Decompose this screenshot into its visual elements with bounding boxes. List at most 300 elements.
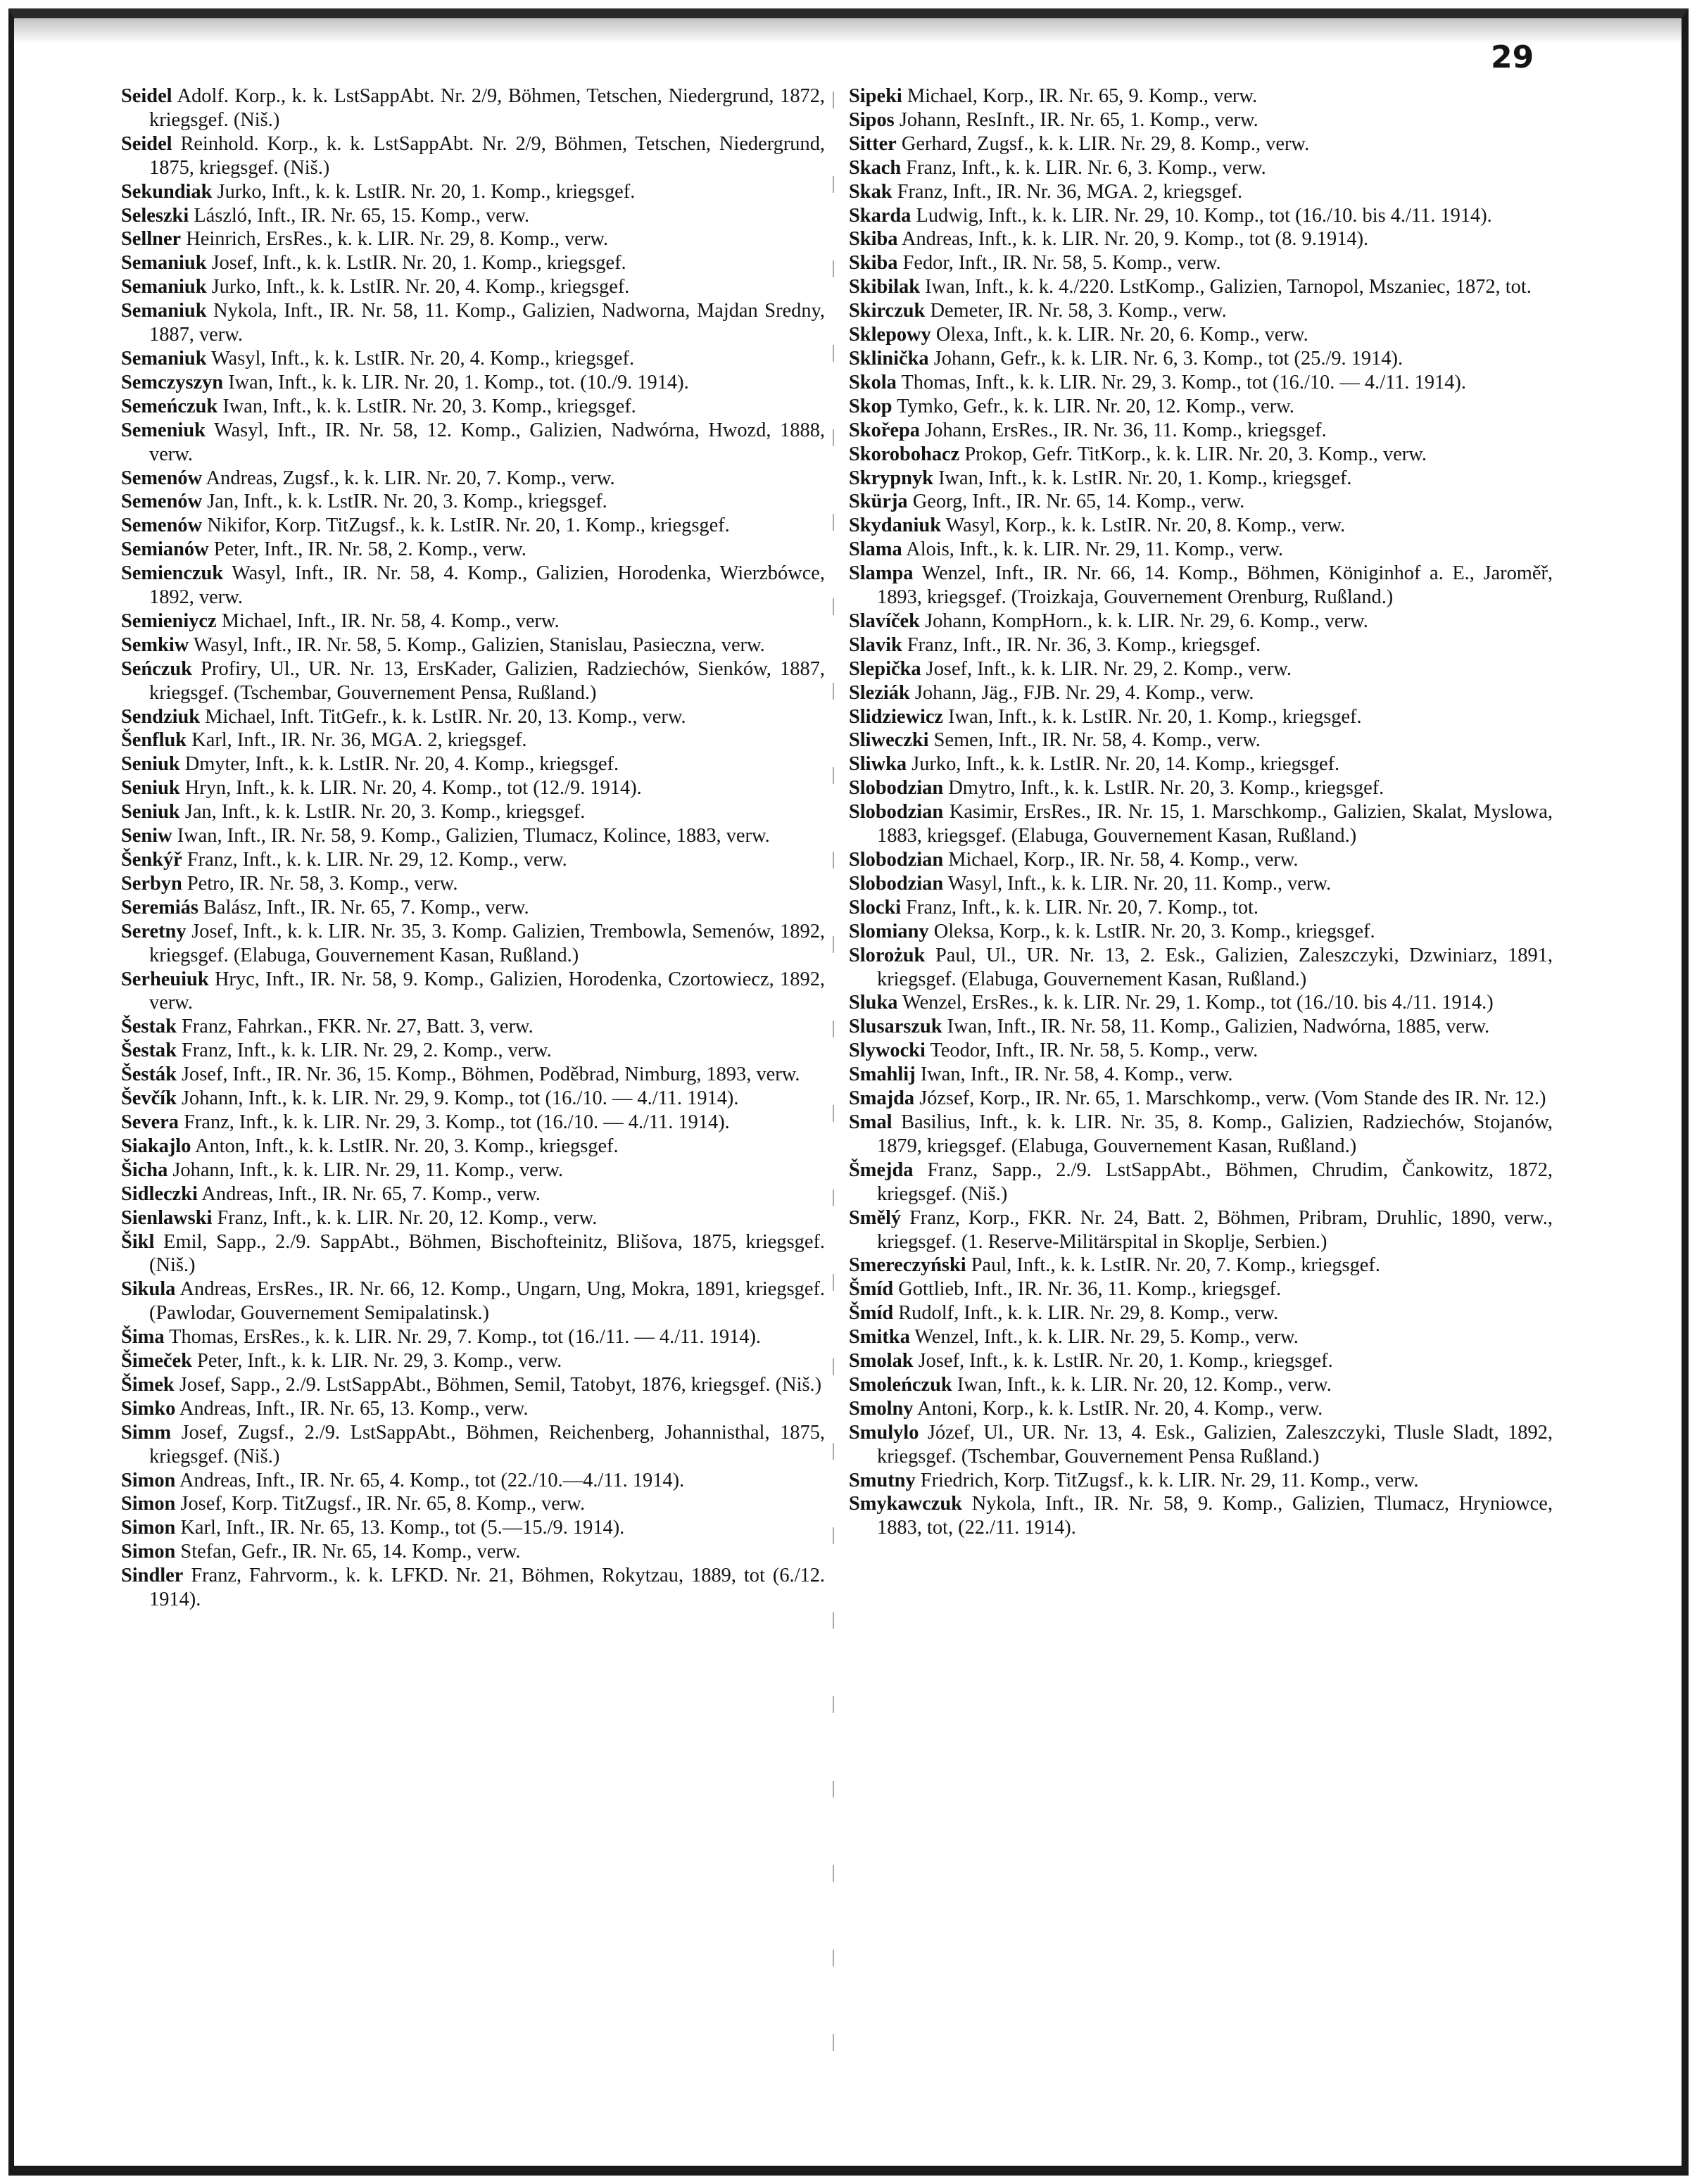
entry [121,395,825,419]
entry-surname: Sklinička [849,347,929,370]
entry [121,1135,825,1159]
entry-details: Anton, Inft., k. k. LstIR. Nr. 20, 3. Komp., kriegsgef. [194,1135,619,1157]
entry-surname: Seniuk [121,753,180,776]
entry-surname: Sellner [121,228,182,251]
entry [121,848,825,872]
entry [849,538,1553,562]
entry [849,562,1553,610]
entry-surname: Šimeček [121,1350,192,1372]
entry [121,275,825,299]
entry [849,299,1553,323]
entry [849,1159,1553,1206]
entry [849,1039,1553,1063]
entry [849,132,1553,156]
entry-details: Michael, Korp., IR. Nr. 65, 9. Komp., verw. [907,85,1258,107]
entry [121,347,825,371]
entry-details: Georg, Inft., IR. Nr. 65, 14. Komp., verw. [912,491,1245,513]
entry-details: László, Inft., IR. Nr. 65, 15. Komp., verw. [194,204,530,227]
entry-details: Andreas, Inft., IR. Nr. 65, 7. Komp., verw. [201,1182,541,1205]
entry-details: Johann, KompHorn., k. k. LIR. Nr. 29, 6. Komp., verw. [925,610,1368,632]
entry-details: Josef, Zugsf., 2./9. LstSappAbt., Böhmen, Reichenberg, Johannisthal, 1875, kriegsgef. (Niš.) [149,1421,825,1467]
entry-surname: Slobodzian [849,801,944,823]
entry-details: Wasyl, Inft., IR. Nr. 58, 5. Komp., Galizien, Stanislau, Pasieczna, verw. [193,633,765,656]
entry [849,896,1553,920]
entry-surname: Smělý [849,1206,902,1229]
entry-surname: Seidel [121,132,172,155]
entry-surname: Semaniuk [121,252,207,274]
entry-details: Iwan, Inft., IR. Nr. 58, 11. Komp., Galizien, Nadwórna, 1885, verw. [947,1016,1490,1038]
entry [849,944,1553,992]
entry-surname: Skorobohacz [849,443,960,465]
entry [121,920,825,968]
entry-details: Iwan, Inft., k. k. LIR. Nr. 20, 1. Komp., tot. (10./9. 1914). [228,371,689,393]
entry-surname: Šmíd [849,1302,894,1325]
entry [121,1325,825,1349]
entry-surname: Smulylo [849,1421,919,1444]
entry-details: Josef, Inft., k. k. LIR. Nr. 29, 2. Komp., verw. [926,657,1292,680]
entry-details: Jurko, Inft., k. k. LstIR. Nr. 20, 14. Komp., kriegsgef. [911,753,1340,776]
right-column [849,84,1553,2168]
entry-surname: Skiba [849,228,898,251]
entry [121,1349,825,1373]
entry-surname: Seidel [121,85,172,107]
entry-surname: Seremiás [121,896,198,919]
entry-details: Iwan, Inft., k. k. LIR. Nr. 20, 12. Komp., verw. [957,1373,1332,1396]
entry [121,1230,825,1278]
entry-surname: Slobodzian [849,777,944,800]
entry [121,132,825,180]
entry-surname: Skořepa [849,419,920,441]
entry-details: Josef, Inft., k. k. LIR. Nr. 35, 3. Komp. Galizien, Trembowla, Semenów, 1892, kriegsgef. (Elabuga, Gouvernement Kasan, Rußland.) [149,920,825,966]
entry [121,896,825,920]
entry [849,347,1553,371]
entry-surname: Smahlij [849,1063,916,1086]
entry [849,657,1553,681]
entry-details: Franz, Korp., FKR. Nr. 24, Batt. 2, Böhmen, Pribram, Druhlic, 1890, verw., kriegsgef. (1. Reserve-Militärspital in Skoplje, Serbien.) [877,1206,1553,1253]
entry [849,514,1553,538]
scan-shadow [14,18,1682,44]
entry-details: Iwan, Inft., IR. Nr. 58, 4. Komp., verw. [920,1063,1233,1086]
entry-surname: Sekundiak [121,180,213,203]
entry-surname: Smolak [849,1350,914,1372]
entry [121,84,825,132]
entry [849,275,1553,299]
entry-surname: Smal [849,1111,892,1133]
entry [121,227,825,251]
entry-surname: Smajda [849,1087,915,1110]
entry-surname: Skirczuk [849,300,926,322]
entry-details: Andreas, ErsRes., IR. Nr. 66, 12. Komp., Ungarn, Ung, Mokra, 1891, kriegsgef. (Pawlodar, Gouvernement Semipalatinsk.) [149,1278,825,1325]
entry-surname: Skop [849,395,892,417]
entry [121,180,825,204]
entry [849,1087,1553,1111]
entry-details: Dmytro, Inft., k. k. LstIR. Nr. 20, 3. Komp., kriegsgef. [948,777,1384,800]
entry-surname: Šesták [121,1063,177,1086]
entry-details: Franz, Fahrkan., FKR. Nr. 27, Batt. 3, verw. [182,1016,534,1038]
entry-surname: Sluka [849,992,898,1014]
entry-details: Wasyl, Korp., k. k. LstIR. Nr. 20, 8. Komp., verw. [945,515,1346,537]
entry-surname: Smitka [849,1326,910,1349]
entry-details: Franz, Inft., k. k. LIR. Nr. 29, 3. Komp., tot (16./10. — 4./11. 1914). [184,1111,730,1133]
entry [121,299,825,347]
entry-surname: Siakajlo [121,1135,191,1157]
entry-surname: Šenkýř [121,849,182,871]
entry [121,1421,825,1469]
entry-details: Wasyl, Inft., k. k. LIR. Nr. 20, 11. Komp., verw. [947,872,1332,895]
entry-details: Hryc, Inft., IR. Nr. 58, 9. Komp., Galizien, Horodenka, Czortowiecz, 1892, verw. [149,968,825,1014]
entry-surname: Slidziewicz [849,705,944,728]
entry-surname: Semeniuk [121,419,206,441]
entry-details: Jan, Inft., k. k. LstIR. Nr. 20, 3. Komp., kriegsgef. [184,801,586,823]
entry-details: Karl, Inft., IR. Nr. 36, MGA. 2, kriegsgef. [191,729,527,752]
entry-surname: Skrypnyk [849,467,933,489]
entry-details: Iwan, Inft., k. k. 4./220. LstKomp., Galizien, Tarnopol, Mszaniec, 1872, tot. [925,276,1532,298]
entry [849,920,1553,944]
entry-details: Antoni, Korp., k. k. LstIR. Nr. 20, 4. Komp., verw. [917,1397,1323,1420]
entry [121,1039,825,1063]
entry-surname: Skola [849,371,897,393]
entry-surname: Šima [121,1326,165,1349]
entry [849,776,1553,800]
entry-details: Karl, Inft., IR. Nr. 65, 13. Komp., tot (5.—15./9. 1914). [180,1517,625,1539]
entry [121,824,825,848]
entry-details: Franz, Inft., k. k. LIR. Nr. 29, 2. Komp., verw. [182,1040,552,1062]
entry-details: Franz, Fahrvorm., k. k. LFKD. Nr. 21, Böhmen, Rokytzau, 1889, tot (6./12. 1914). [149,1565,825,1611]
entry-details: Michael, Inft. TitGefr., k. k. LstIR. Nr. 20, 13. Komp., verw. [205,705,686,728]
entry [121,1492,825,1516]
entry [121,490,825,514]
entry [849,610,1553,633]
entry-surname: Smolny [849,1397,914,1420]
entry [121,1182,825,1206]
entry-details: Dmyter, Inft., k. k. LstIR. Nr. 20, 4. Komp., kriegsgef. [184,753,619,776]
entry [849,633,1553,657]
entry [121,371,825,395]
entry-surname: Semaniuk [121,300,207,322]
entry [849,752,1553,776]
entry-details: Józef, Ul., UR. Nr. 13, 4. Esk., Galizien, Zaleszczyki, Tlusle Sladt, 1892, kriegsgef. (Tschembar, Gouvernement Pensa Rußland.) [877,1421,1553,1467]
entry-details: Iwan, Inft., k. k. LstIR. Nr. 20, 1. Komp., kriegsgef. [938,467,1352,489]
entry [849,1397,1553,1421]
entry-surname: Serbyn [121,872,182,895]
entry [849,1325,1553,1349]
entry [849,1301,1553,1325]
entry-details: Teodor, Inft., IR. Nr. 58, 5. Komp., verw. [930,1040,1258,1062]
entry-details: József, Korp., IR. Nr. 65, 1. Marschkomp., verw. (Vom Stande des IR. Nr. 12.) [919,1087,1546,1110]
entry-surname: Seniuk [121,801,180,823]
entry-surname: Slorożuk [849,944,926,966]
entry-details: Franz, Inft., k. k. LIR. Nr. 6, 3. Komp., verw. [906,156,1266,179]
entry-details: Iwan, Inft., IR. Nr. 58, 9. Komp., Galizien, Tlumacz, Kolince, 1883, verw. [177,825,770,847]
entry [849,1421,1553,1469]
entry-surname: Slomiany [849,920,929,942]
entry [121,1015,825,1039]
entry [849,467,1553,491]
entry-details: Johann, Gefr., k. k. LIR. Nr. 6, 3. Komp., tot (25./9. 1914). [933,347,1403,370]
entry-surname: Šmíd [849,1278,894,1301]
entry-surname: Slobodzian [849,849,944,871]
entry-surname: Slocki [849,896,902,919]
entry-surname: Simon [121,1469,176,1491]
entry-details: Rudolf, Inft., k. k. LIR. Nr. 29, 8. Komp., verw. [898,1302,1279,1325]
entry-details: Paul, Inft., k. k. LstIR. Nr. 20, 7. Komp., kriegsgef. [971,1254,1380,1277]
entry [849,1254,1553,1277]
entry-surname: Skydaniuk [849,515,942,537]
page-number: 29 [1491,39,1534,75]
entry-details: Wasyl, Inft., IR. Nr. 58, 4. Komp., Galizien, Horodenka, Wierzbówce, 1892, verw. [149,562,825,609]
entry-surname: Šikl [121,1230,155,1253]
entry-surname: Seniuk [121,777,180,800]
entry-surname: Semienczuk [121,562,224,585]
entry-details: Iwan, Inft., k. k. LstIR. Nr. 20, 3. Komp., kriegsgef. [222,395,636,417]
entry [849,443,1553,467]
entry [121,419,825,467]
entry [849,848,1553,872]
entry [121,1540,825,1564]
entry-surname: Skach [849,156,902,179]
entry-surname: Smutny [849,1469,916,1491]
entry-surname: Sipeki [849,85,902,107]
entry-details: Prokop, Gefr. TitKorp., k. k. LIR. Nr. 20, 3. Komp., verw. [964,443,1427,465]
entry [121,514,825,538]
entry-details: Heinrich, ErsRes., k. k. LIR. Nr. 29, 8. Komp., verw. [186,228,609,251]
entry [849,1206,1553,1254]
entry-details: Tymko, Gefr., k. k. LIR. Nr. 20, 12. Komp., verw. [897,395,1294,417]
entry-surname: Slavíček [849,610,920,632]
entry-surname: Slobodzian [849,872,944,895]
entry-details: Peter, Inft., IR. Nr. 58, 2. Komp., verw. [213,538,526,561]
entry-surname: Sliwka [849,753,907,776]
entry [121,251,825,275]
entry-surname: Slavik [849,633,902,656]
entry-surname: Seretny [121,920,187,942]
entry-surname: Sidleczki [121,1182,198,1205]
entry-details: Ludwig, Inft., k. k. LIR. Nr. 29, 10. Komp., tot (16./10. bis 4./11. 1914). [916,204,1492,227]
entry-surname: Semenów [121,467,203,489]
entry-details: Balász, Inft., IR. Nr. 65, 7. Komp., verw. [203,896,529,919]
entry [121,968,825,1016]
entry [849,1277,1553,1301]
column-divider [833,91,834,2104]
entry [849,1373,1553,1397]
entry-details: Franz, Inft., k. k. LIR. Nr. 29, 12. Komp., verw. [187,849,567,871]
entry-details: Wasyl, Inft., IR. Nr. 58, 12. Komp., Galizien, Nadwórna, Hwozd, 1888, verw. [149,419,825,465]
entry [849,1015,1553,1039]
entry-details: Basilius, Inft., k. k. LIR. Nr. 35, 8. Komp., Galizien, Radziechów, Stojanów, 1879, kriegsgef. (Elabuga, Gouvernement Kasan, Rußland.) [877,1111,1553,1157]
entry-details: Wasyl, Inft., k. k. LstIR. Nr. 20, 4. Komp., kriegsgef. [211,347,635,370]
entry-surname: Skibilak [849,276,921,298]
entry [849,180,1553,204]
entry-details: Johann, Inft., k. k. LIR. Nr. 29, 9. Komp., tot (16./10. — 4./11. 1914). [181,1087,739,1110]
entry-details: Reinhold. Korp., k. k. LstSappAbt. Nr. 2/9, Böhmen, Tetschen, Niedergrund, 1875, kriegsgef. (Niš.) [149,132,825,179]
entry [849,1469,1553,1493]
entry [121,800,825,824]
entry [121,776,825,800]
entry-surname: Semaniuk [121,347,207,370]
entry-details: Josef, Inft., k. k. LstIR. Nr. 20, 1. Komp., kriegsgef. [918,1350,1333,1372]
entry [121,633,825,657]
entry-surname: Semianów [121,538,209,561]
entry-details: Josef, Inft., k. k. LstIR. Nr. 20, 1. Komp., kriegsgef. [211,252,626,274]
entry-surname: Skiba [849,252,898,274]
entry-details: Nykola, Inft., IR. Nr. 58, 9. Komp., Galizien, Tlumacz, Hryniowce, 1883, tot, (22./11. 1914). [877,1493,1553,1539]
entry-details: Wenzel, ErsRes., k. k. LIR. Nr. 29, 1. Komp., tot (16./10. bis 4./11. 1914.) [902,992,1494,1014]
entry-details: Kasimir, ErsRes., IR. Nr. 15, 1. Marschkomp., Galizien, Skalat, Myslowa, 1883, kriegsgef. (Elabuga, Gouvernement Kasan, Rußland.) [877,801,1553,847]
entry-details: Profiry, Ul., UR. Nr. 13, ErsKader, Galizien, Radziechów, Sienków, 1887, kriegsgef. (Tschembar, Gouvernement Pensa, Rußland.) [149,657,825,704]
entry-details: Nikifor, Korp. TitZugsf., k. k. LstIR. Nr. 20, 1. Komp., kriegsgef. [207,515,730,537]
entry-surname: Sendziuk [121,705,201,728]
entry-surname: Semaniuk [121,276,207,298]
entry-details: Semen, Inft., IR. Nr. 58, 4. Komp., verw. [933,729,1261,752]
entry-details: Oleksa, Korp., k. k. LstIR. Nr. 20, 3. Komp., kriegsgef. [933,920,1375,942]
entry [121,752,825,776]
entry-details: Andreas, Inft., IR. Nr. 65, 4. Komp., tot (22./10.—4./11. 1914). [179,1469,685,1491]
entry-surname: Serheuiuk [121,968,209,990]
entry-surname: Šestak [121,1016,177,1038]
entry [849,108,1553,132]
entry-surname: Skak [849,180,892,203]
entry-surname: Simko [121,1397,176,1420]
entry-surname: Semenów [121,515,203,537]
entry-surname: Sipos [849,108,895,131]
entry [121,1063,825,1087]
entry-details: Jan, Inft., k. k. LstIR. Nr. 20, 3. Komp., kriegsgef. [207,491,607,513]
entry-details: Wenzel, Inft., k. k. LIR. Nr. 29, 5. Komp., verw. [914,1326,1299,1349]
entry-surname: Skarda [849,204,911,227]
entry-details: Alois, Inft., k. k. LIR. Nr. 29, 11. Komp., verw. [906,538,1283,561]
entry-surname: Šicha [121,1159,168,1181]
entry-details: Franz, Inft., k. k. LIR. Nr. 20, 12. Komp., verw. [217,1206,598,1229]
entry-surname: Smykawczuk [849,1493,962,1515]
entry [121,1469,825,1493]
entry-surname: Semkiw [121,633,189,656]
entry [849,419,1553,443]
entry [849,156,1553,180]
entry-surname: Semieniycz [121,610,217,632]
entry-details: Hryn, Inft., k. k. LIR. Nr. 20, 4. Komp., tot (12./9. 1914). [184,777,642,800]
entry-details: Michael, Inft., IR. Nr. 58, 4. Komp., verw. [221,610,560,632]
entry [121,657,825,705]
entry-surname: Sitter [849,132,897,155]
entry-details: Johann, ResInft., IR. Nr. 65, 1. Komp., verw. [899,108,1258,131]
entry-details: Andreas, Zugsf., k. k. LIR. Nr. 20, 7. Komp., verw. [206,467,615,489]
entry-details: Franz, Sapp., 2./9. LstSappAbt., Böhmen, Chrudim, Čankowitz, 1872, kriegsgef. (Niš.) [877,1159,1553,1205]
entry-surname: Slama [849,538,902,561]
entry-details: Peter, Inft., k. k. LIR. Nr. 29, 3. Komp., verw. [197,1350,562,1372]
entry [849,1492,1553,1540]
entry-details: Andreas, Inft., IR. Nr. 65, 13. Komp., verw. [179,1397,529,1420]
entry [849,1349,1553,1373]
entry-details: Johann, Inft., k. k. LIR. Nr. 29, 11. Komp., verw. [172,1159,563,1181]
entry [121,1373,825,1397]
entry-surname: Slepička [849,657,921,680]
entry [121,1277,825,1325]
entry [849,800,1553,848]
entry-details: Olexa, Inft., k. k. LIR. Nr. 20, 6. Komp., verw. [935,324,1308,346]
entry-surname: Sleziák [849,681,910,704]
entry-surname: Smereczyński [849,1254,966,1277]
entry-details: Friedrich, Korp. TitZugsf., k. k. LIR. Nr. 29, 11. Komp., verw. [920,1469,1419,1491]
entry [121,1087,825,1111]
entry-details: Franz, Inft., IR. Nr. 36, MGA. 2, kriegsgef. [897,180,1243,203]
entry [849,681,1553,705]
entry-surname: Simon [121,1517,176,1539]
entry-surname: Semczyszyn [121,371,224,393]
entry [121,872,825,896]
entry-surname: Šimek [121,1373,175,1396]
entry-surname: Ševčík [121,1087,177,1110]
entry-details: Fedor, Inft., IR. Nr. 58, 5. Komp., verw. [902,252,1221,274]
entry-details: Thomas, ErsRes., k. k. LIR. Nr. 29, 7. Komp., tot (16./11. — 4./11. 1914). [169,1326,762,1349]
entry-details: Emil, Sapp., 2./9. SappAbt., Böhmen, Bischofteinitz, Blišova, 1875, kriegsgef. (Niš.) [149,1230,825,1277]
entry [849,1063,1553,1087]
entry [121,1206,825,1230]
entry-details: Demeter, IR. Nr. 58, 3. Komp., verw. [930,300,1227,322]
entry-surname: Slusarszuk [849,1016,942,1038]
entry [849,227,1553,251]
entry-surname: Skürja [849,491,908,513]
entry-details: Franz, Inft., IR. Nr. 36, 3. Komp., kriegsgef. [907,633,1261,656]
entry-details: Gottlieb, Inft., IR. Nr. 36, 11. Komp., kriegsgef. [898,1278,1282,1301]
entry [121,1516,825,1540]
entry [849,204,1553,228]
entry [849,323,1553,347]
entry [849,251,1553,275]
entry-surname: Semenów [121,491,203,513]
entry [121,467,825,491]
entry [849,872,1553,896]
entry-details: Iwan, Inft., k. k. LstIR. Nr. 20, 1. Komp., kriegsgef. [948,705,1362,728]
entry-details: Thomas, Inft., k. k. LIR. Nr. 29, 3. Komp., tot (16./10. — 4./11. 1914). [901,371,1466,393]
entry-details: Josef, Korp. TitZugsf., IR. Nr. 65, 8. Komp., verw. [180,1493,586,1515]
entry-surname: Sklepowy [849,324,931,346]
entry-details: Paul, Ul., UR. Nr. 13, 2. Esk., Galizien, Zaleszczyki, Dzwiniarz, 1891, kriegsgef. (Elabuga, Gouvernement Kasan, Rußland.) [877,944,1553,990]
entry [849,395,1553,419]
entry-surname: Simm [121,1421,171,1444]
entry-details: Wenzel, Inft., IR. Nr. 66, 14. Komp., Böhmen, Königinhof a. E., Jaroměř, 1893, kriegsgef. (Troizkaja, Gouvernement Orenburg, Rußland.) [877,562,1553,609]
entry-details: Josef, Inft., IR. Nr. 36, 15. Komp., Böhmen, Poděbrad, Nimburg, 1893, verw. [182,1063,800,1086]
entry-details: Gerhard, Zugsf., k. k. LIR. Nr. 29, 8. Komp., verw. [901,132,1310,155]
entry-details: Andreas, Inft., k. k. LIR. Nr. 20, 9. Komp., tot (8. 9.1914). [901,228,1369,251]
entry-surname: Seleszki [121,204,189,227]
entry-details: Jurko, Inft., k. k. LstIR. Nr. 20, 1. Komp., kriegsgef. [217,180,636,203]
entry-surname: Šmejda [849,1159,914,1181]
entry [121,562,825,610]
entry [121,204,825,228]
entry [849,371,1553,395]
entry-surname: Seńczuk [121,657,192,680]
entry-surname: Severa [121,1111,179,1133]
entry-details: Michael, Korp., IR. Nr. 58, 4. Komp., verw. [948,849,1299,871]
entry-surname: Semeńczuk [121,395,218,417]
entry-surname: Sienlawski [121,1206,213,1229]
entry [121,1397,825,1421]
left-column [121,84,825,2168]
entry-surname: Šestak [121,1040,177,1062]
entry-surname: Seniw [121,825,172,847]
entry [849,1111,1553,1159]
entry-surname: Simon [121,1541,176,1563]
entry [121,705,825,729]
entry [849,84,1553,108]
entry-details: Johann, ErsRes., IR. Nr. 36, 11. Komp., kriegsgef. [925,419,1327,441]
entry [849,728,1553,752]
entry-details: Nykola, Inft., IR. Nr. 58, 11. Komp., Galizien, Nadworna, Majdan Sredny, 1887, verw. [149,300,825,346]
entry [121,728,825,752]
entry [121,1564,825,1612]
entry [121,610,825,633]
entry-details: Josef, Sapp., 2./9. LstSappAbt., Böhmen, Semil, Tatobyt, 1876, kriegsgef. (Niš.) [179,1373,822,1396]
